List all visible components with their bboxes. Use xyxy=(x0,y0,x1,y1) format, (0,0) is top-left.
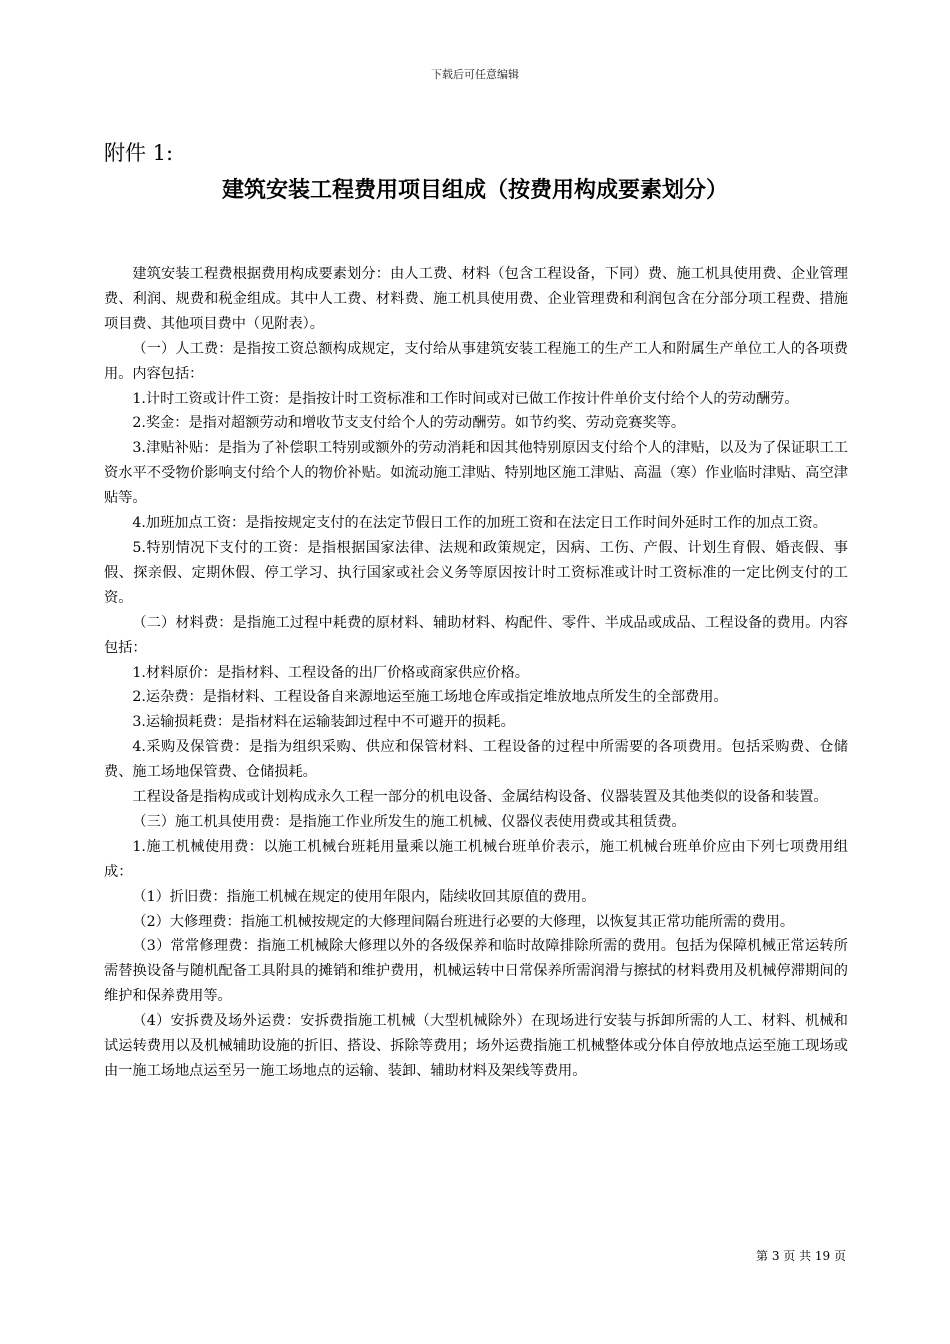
paragraph: 2.奖金：是指对超额劳动和增收节支支付给个人的劳动酬劳。如节约奖、劳动竞赛奖等。 xyxy=(132,415,686,432)
paragraph: 1.施工机械使用费：以施工机械台班耗用量乘以施工机械台班单价表示，施工机械台班单价应由下列七项费用组成： xyxy=(104,838,848,880)
attachment-label: 附件 1: xyxy=(104,141,174,165)
paragraph: 2.运杂费：是指材料、工程设备自来源地运至施工场地仓库或指定堆放地点所发生的全部费用。 xyxy=(132,689,728,706)
paragraph: （1）折旧费：指施工机械在规定的使用年限内，陆续收回其原值的费用。 xyxy=(132,888,596,905)
paragraph: （一）人工费：是指按工资总额构成规定，支付给从事建筑安装工程施工的生产工人和附属生产单位工人的各项费用。内容包括： xyxy=(104,340,848,382)
document-title: 建筑安装工程费用项目组成（按费用构成要素划分） xyxy=(221,178,728,203)
paragraph: （2）大修理费：指施工机械按规定的大修理间隔台班进行必要的大修理，以恢复其正常功能所需的费用。 xyxy=(132,913,795,930)
paragraph: 1.材料原价：是指材料、工程设备的出厂价格或商家供应价格。 xyxy=(132,664,529,681)
paragraph: 建筑安装工程费根据费用构成要素划分：由人工费、材料（包含工程设备，下同）费、施工机具使用费、企业管理费、利润、规费和税金组成。其中人工费、材料费、施工机具使用费、企业管理费和利润包含在分部分项工程费、措施项目费、其他项目费中（见附表）。 xyxy=(104,266,848,332)
paragraph: （三）施工机具使用费：是指施工作业所发生的施工机械、仪器仪表使用费或其租赁费。 xyxy=(132,813,686,830)
paragraph: 5.特别情况下支付的工资：是指根据国家法律、法规和政策规定，因病、工伤、产假、计划生育假、婚丧假、事假、探亲假、定期休假、停工学习、执行国家或社会义务等原因按计时工资标准或计时工资标准的一定比例支付的工资。 xyxy=(104,539,848,606)
paragraph: 工程设备是指构成或计划构成永久工程一部分的机电设备、金属结构设备、仪器装置及其他类似的设备和装置。 xyxy=(132,789,828,806)
page-number: 第 3 页 共 19 页 xyxy=(756,1249,846,1263)
document-body xyxy=(104,262,848,1084)
paragraph: 3.津贴补贴：是指为了补偿职工特别或额外的劳动消耗和因其他特别原因支付给个人的津贴，以及为了保证职工工资水平不受物价影响支付给个人的物价补贴。如流动施工津贴、特别地区施工津贴、高温（寒）作业临时津贴、高空津贴等。 xyxy=(104,440,848,507)
paragraph: （二）材料费：是指施工过程中耗费的原材料、辅助材料、构配件、零件、半成品或成品、工程设备的费用。内容包括： xyxy=(104,614,848,656)
paragraph: （4）安拆费及场外运费：安拆费指施工机械（大型机械除外）在现场进行安装与拆卸所需的人工、材料、机械和试运转费用以及机械辅助设施的折旧、搭设、拆除等费用；场外运费指施工机械整体或分体自停放地点运至施工现场或由一施工场地点运至另一施工场地点的运输、装卸、辅助材料及架线等费用。 xyxy=(104,1013,848,1079)
header-note: 下载后可任意编辑 xyxy=(431,68,519,81)
paragraph: 4.加班加点工资：是指按规定支付的在法定节假日工作的加班工资和在法定日工作时间外延时工作的加点工资。 xyxy=(132,515,827,532)
paragraph: 3.运输损耗费：是指材料在运输装卸过程中不可避开的损耗。 xyxy=(132,714,515,731)
paragraph: （3）常常修理费：指施工机械除大修理以外的各级保养和临时故障排除所需的费用。包括为保障机械正常运转所需替换设备与随机配备工具附具的摊销和维护费用，机械运转中日常保养所需润滑与擦拭的材料费用及机械停滞期间的维护和保养费用等。 xyxy=(104,938,848,1005)
paragraph: 1.计时工资或计件工资：是指按计时工资标准和工作时间或对已做工作按计件单价支付给个人的劳动酬劳。 xyxy=(132,390,799,407)
paragraph: 4.采购及保管费：是指为组织采购、供应和保管材料、工程设备的过程中所需要的各项费用。包括采购费、仓储费、施工场地保管费、仓储损耗。 xyxy=(104,739,848,781)
